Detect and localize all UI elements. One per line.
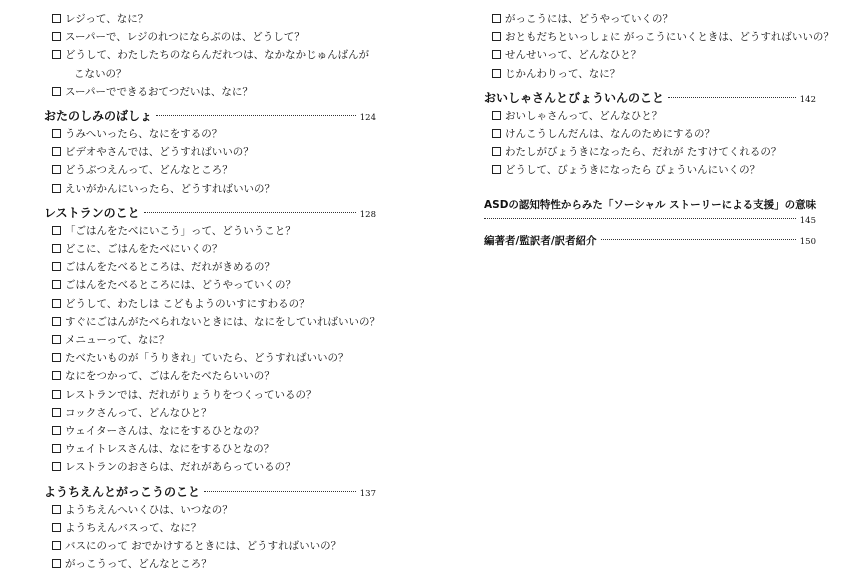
- item-text: ウェイトレスさんは、なにをするひとなの？: [65, 443, 275, 456]
- list-item: [44, 46, 376, 82]
- checkbox-icon: [52, 87, 61, 96]
- item-text: ビデオやさんでは、どうすればいいの？: [65, 146, 254, 159]
- checkbox-icon: [492, 129, 501, 138]
- item-text: どうして、びょうきになったら びょういんにいくの？: [505, 164, 761, 177]
- checkbox-icon: [492, 165, 501, 174]
- checkbox-icon: [52, 505, 61, 514]
- checkbox-icon: [52, 408, 61, 417]
- item-text: すぐにごはんがたべられないときには、なにをしていればいいの？: [65, 315, 380, 328]
- list-item: [44, 501, 376, 519]
- item-text: たべたいものが「うりきれ」ていたら、どうすればいいの？: [65, 352, 349, 365]
- list-item: [44, 404, 376, 422]
- item-text: レジって、なに？: [65, 13, 149, 25]
- item-text: ごはんをたべるところには、どうやっていくの？: [65, 279, 296, 292]
- item-text: がっこうって、どんなところ？: [65, 558, 212, 571]
- item-text: スーパーでできるおてつだいは、なに？: [65, 85, 253, 98]
- intro-item-list: [44, 0, 376, 101]
- list-item: [484, 125, 816, 143]
- editors-heading: [484, 232, 816, 250]
- list-item: [44, 349, 376, 367]
- checkbox-icon: [52, 390, 61, 399]
- item-text: どうして、わたしは こどもようのいすにすわるの？: [65, 297, 310, 310]
- item-text: どうして、わたしたちのならんだれつは、なかなかじゅんばんが: [65, 49, 370, 62]
- item-text: どうぶつえんって、どんなところ？: [65, 164, 233, 177]
- dot-leader: [204, 491, 356, 492]
- section: [44, 107, 376, 198]
- dot-leader: [668, 97, 796, 98]
- section-list: [44, 107, 380, 573]
- list-item: [484, 46, 816, 64]
- section-title: ASDの認知特性からみた「ソーシャル ストーリーによる支援」の意味: [484, 198, 817, 211]
- list-item: [484, 28, 834, 46]
- page-number: 142: [799, 94, 816, 105]
- checkbox-icon: [52, 129, 61, 138]
- dot-leader: [144, 212, 356, 213]
- item-text: スーパーで、レジのれつにならぶのは、どうして？: [65, 31, 305, 44]
- checkbox-icon: [52, 444, 61, 453]
- page-number: 137: [359, 488, 376, 499]
- checkbox-icon: [52, 32, 61, 41]
- list-item: [44, 555, 376, 573]
- item-text: ごはんをたべるところは、だれがきめるの？: [65, 261, 275, 274]
- item-text: バスにのって おでかけするときには、どうすればいいの？: [65, 540, 342, 553]
- asd-heading: [484, 196, 816, 228]
- item-text: けんこうしんだんは、なんのためにするの？: [505, 128, 715, 141]
- list-item: [44, 83, 376, 101]
- left-column: [44, 0, 380, 573]
- list-item: [44, 143, 376, 161]
- item-text: レストランでは、だれがりょうりをつくっているの？: [65, 388, 317, 401]
- section-title: おいしゃさんとびょういんのこと: [484, 90, 665, 105]
- list-item: [44, 313, 380, 331]
- checkbox-icon: [52, 226, 61, 235]
- dot-leader: [484, 218, 796, 219]
- item-text: ようちえんバスって、なに？: [65, 521, 202, 534]
- checkbox-icon: [52, 262, 61, 271]
- list-item: [484, 10, 816, 28]
- section: [44, 204, 380, 477]
- section-heading: [484, 89, 816, 107]
- item-text: ウェイターさんは、なにをするひとなの？: [65, 425, 265, 438]
- item-text: おともだちといっしょに がっこうにいくときは、どうすればいいの？: [505, 31, 834, 44]
- item-text: レストランのおさらは、だれがあらっているの？: [65, 461, 296, 474]
- checkbox-icon: [52, 541, 61, 550]
- checkbox-icon: [52, 244, 61, 253]
- item-text: わたしがびょうきになったら、だれが たすけてくれるの？: [505, 146, 782, 159]
- section: [44, 483, 376, 573]
- list-item: [44, 458, 376, 476]
- dot-leader: [601, 239, 796, 240]
- checkbox-icon: [52, 280, 61, 289]
- list-item: [484, 65, 816, 83]
- checkbox-icon: [52, 426, 61, 435]
- checkbox-icon: [52, 50, 61, 59]
- list-item: [44, 537, 376, 555]
- item-text: がっこうには、どうやっていくの？: [505, 13, 673, 25]
- checkbox-icon: [52, 299, 61, 308]
- checkbox-icon: [52, 317, 61, 326]
- checkbox-icon: [52, 559, 61, 568]
- list-item: [44, 180, 376, 198]
- item-text: なにをつかって、ごはんをたべたらいいの？: [65, 370, 275, 383]
- section-heading: [44, 107, 376, 125]
- list-item: [44, 258, 376, 276]
- section-title: 編著者/監訳者/訳者紹介: [484, 234, 597, 247]
- item-text: コックさんって、どんなひと？: [65, 406, 212, 419]
- list-item: [44, 367, 376, 385]
- item-text: せんせいって、どんなひと？: [505, 49, 642, 62]
- checkbox-icon: [52, 147, 61, 156]
- list-item: [44, 440, 376, 458]
- checkbox-icon: [492, 111, 501, 120]
- item-list: [484, 107, 816, 180]
- right-column: [484, 0, 834, 250]
- item-text: おいしゃさんって、どんなひと？: [505, 109, 663, 122]
- list-item: [44, 331, 376, 349]
- list-item: [44, 386, 376, 404]
- list-item: [44, 161, 376, 179]
- list-item: [44, 519, 376, 537]
- item-text-continued: こないの？: [74, 67, 127, 80]
- list-item: [484, 161, 816, 179]
- checkbox-icon: [52, 165, 61, 174]
- list-item: [484, 107, 816, 125]
- section-heading: [44, 204, 376, 222]
- list-item: [484, 143, 816, 161]
- section: [484, 89, 816, 180]
- leader-row: [484, 214, 816, 228]
- checkbox-icon: [52, 371, 61, 380]
- section-title: ようちえんとがっこうのこと: [44, 484, 201, 499]
- checkbox-icon: [52, 14, 61, 23]
- list-item: [44, 422, 376, 440]
- list-item: [44, 276, 376, 294]
- list-item: [44, 240, 376, 258]
- list-item: [44, 295, 376, 313]
- list-item: [44, 222, 376, 240]
- list-item: [44, 28, 376, 46]
- item-text: じかんわりって、なに？: [505, 67, 621, 80]
- checkbox-icon: [492, 32, 501, 41]
- checkbox-icon: [52, 523, 61, 532]
- checkbox-icon: [52, 184, 61, 193]
- checkbox-icon: [492, 69, 501, 78]
- checkbox-icon: [492, 50, 501, 59]
- list-item: [44, 10, 376, 28]
- page-number: 128: [359, 209, 376, 220]
- checkbox-icon: [492, 147, 501, 156]
- item-text: うみへいったら、なにをするの？: [65, 128, 223, 141]
- section-title: レストランのこと: [44, 205, 140, 220]
- item-text: えいがかんにいったら、どうすればいいの？: [65, 182, 275, 195]
- list-item: [44, 125, 376, 143]
- item-text: ようちえんへいくひは、いつなの？: [65, 503, 233, 516]
- intro-item-list: [484, 0, 834, 83]
- item-text: 「ごはんをたべにいこう」って、どういうこと？: [65, 224, 296, 237]
- item-text: メニューって、なに？: [65, 334, 170, 347]
- page-number: 150: [799, 236, 816, 247]
- checkbox-icon: [52, 353, 61, 362]
- checkbox-icon: [52, 335, 61, 344]
- item-text: どこに、ごはんをたべにいくの？: [65, 243, 223, 256]
- section-heading: [44, 483, 376, 501]
- checkbox-icon: [492, 14, 501, 23]
- section-title: おたのしみのばしょ: [44, 109, 153, 124]
- page-number: 145: [799, 215, 816, 226]
- page-number: 124: [359, 113, 376, 124]
- dot-leader: [156, 115, 356, 116]
- checkbox-icon: [52, 462, 61, 471]
